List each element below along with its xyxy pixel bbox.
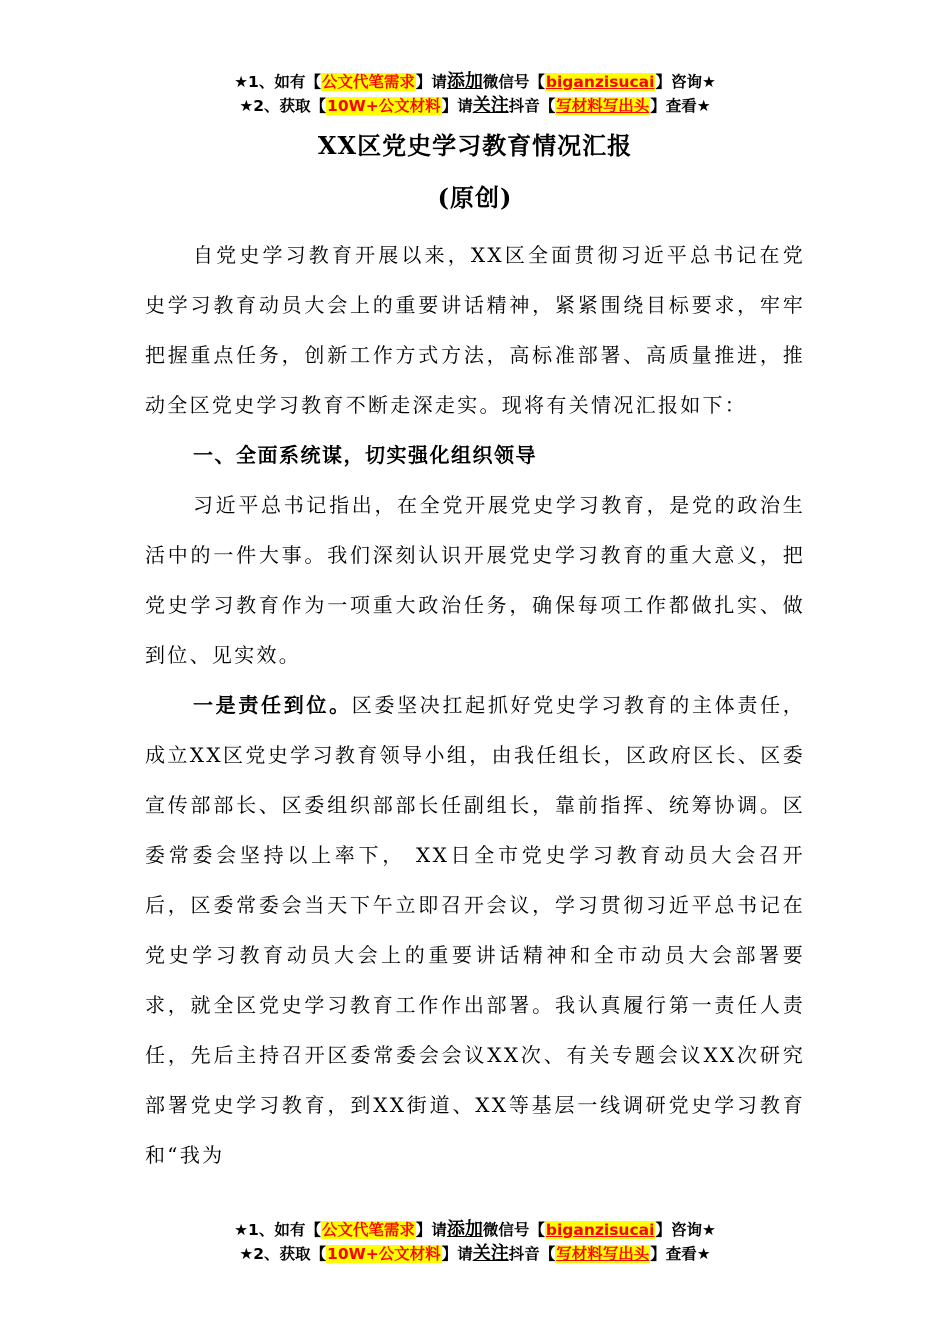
paragraph-body: 区委坚决扛起抓好党史学习教育的主体责任，成立XX区党史学习教育领导小组，由我任组长，区政府区长、区委宣传部部长、区委组织部部长任副组长，靠前指挥、统筹协调。区委常委会坚持以上率下， XX日全市党史学习教育动员大会召开后，区委常委会当天下午立即召开会议，学习贯彻习近平总书记在党史学习教育动员大会上的重要讲话精神和全市动员大会部署要求，就全区党史学习教育工作作出部署。我认真履行第一责任人责任，先后主持召开区委常委会会议XX次、有关专题会议XX次研究部署党史学习教育，到XX街道、XX等基层一线调研党史学习教育和“我为 [145, 693, 805, 1167]
banner-text: 】请 [415, 73, 447, 91]
banner-text: 】请 [441, 1245, 473, 1263]
banner-line-2 [0, 1242, 950, 1266]
banner-text: 抖音【 [508, 97, 556, 115]
banner-highlight: 公文代笔需求 [321, 1221, 415, 1239]
banner-text: ★2、获取【 [239, 1245, 327, 1263]
banner-highlight: 10W+公文材料 [327, 1245, 441, 1263]
banner-emphasis: 添加 [446, 71, 483, 92]
header-banner [0, 70, 950, 118]
paragraph-3 [145, 680, 805, 1180]
banner-line-2 [0, 94, 950, 118]
banner-highlight: 10W+公文材料 [327, 97, 441, 115]
banner-text: 】请 [415, 1221, 447, 1239]
paragraph-lead: 一是责任到位。 [193, 693, 352, 717]
banner-highlight: 写材料写出头 [556, 97, 650, 115]
document-title: XX区党史学习教育情况汇报 [317, 131, 633, 160]
banner-text: ★2、获取【 [239, 97, 327, 115]
banner-text: 】请 [441, 97, 473, 115]
banner-text: 】查看★ [650, 97, 711, 115]
banner-text: ★1、如有【 [234, 1221, 321, 1239]
banner-text: ★1、如有【 [234, 73, 321, 91]
banner-emphasis: 添加 [446, 1219, 483, 1240]
paragraph-2: 习近平总书记指出，在全党开展党史学习教育，是党的政治生活中的一件大事。我们深刻认识开展党史学习教育的重大意义，把党史学习教育作为一项重大政治任务，确保每项工作都做扎实、做到位、见实效。 [145, 493, 805, 667]
banner-text: 】咨询★ [655, 73, 716, 91]
banner-line-1 [0, 1218, 950, 1242]
banner-text: 微信号【 [482, 1221, 545, 1239]
footer-banner [0, 1218, 950, 1266]
banner-text: 抖音【 [508, 1245, 556, 1263]
paragraph-intro: 自党史学习教育开展以来，XX区全面贯彻习近平总书记在党史学习教育动员大会上的重要讲话精神，紧紧围绕目标要求，牢牢把握重点任务，创新工作方式方法，高标准部署、高质量推进，推动全区党史学习教育不断走深走实。现将有关情况汇报如下： [145, 243, 805, 417]
banner-line-1 [0, 70, 950, 94]
banner-emphasis: 关注 [472, 1243, 509, 1264]
banner-emphasis: 关注 [472, 95, 509, 116]
banner-highlight: biganzisucai [545, 1221, 655, 1239]
document-subtitle: (原创) [437, 183, 513, 212]
document-body [145, 230, 805, 1180]
banner-highlight: biganzisucai [545, 73, 655, 91]
banner-text: 微信号【 [482, 73, 545, 91]
section-heading-1: 一、全面系统谋，切实强化组织领导 [193, 443, 537, 467]
banner-highlight: 写材料写出头 [556, 1245, 650, 1263]
banner-text: 】咨询★ [655, 1221, 716, 1239]
banner-text: 】查看★ [650, 1245, 711, 1263]
banner-highlight: 公文代笔需求 [321, 73, 415, 91]
